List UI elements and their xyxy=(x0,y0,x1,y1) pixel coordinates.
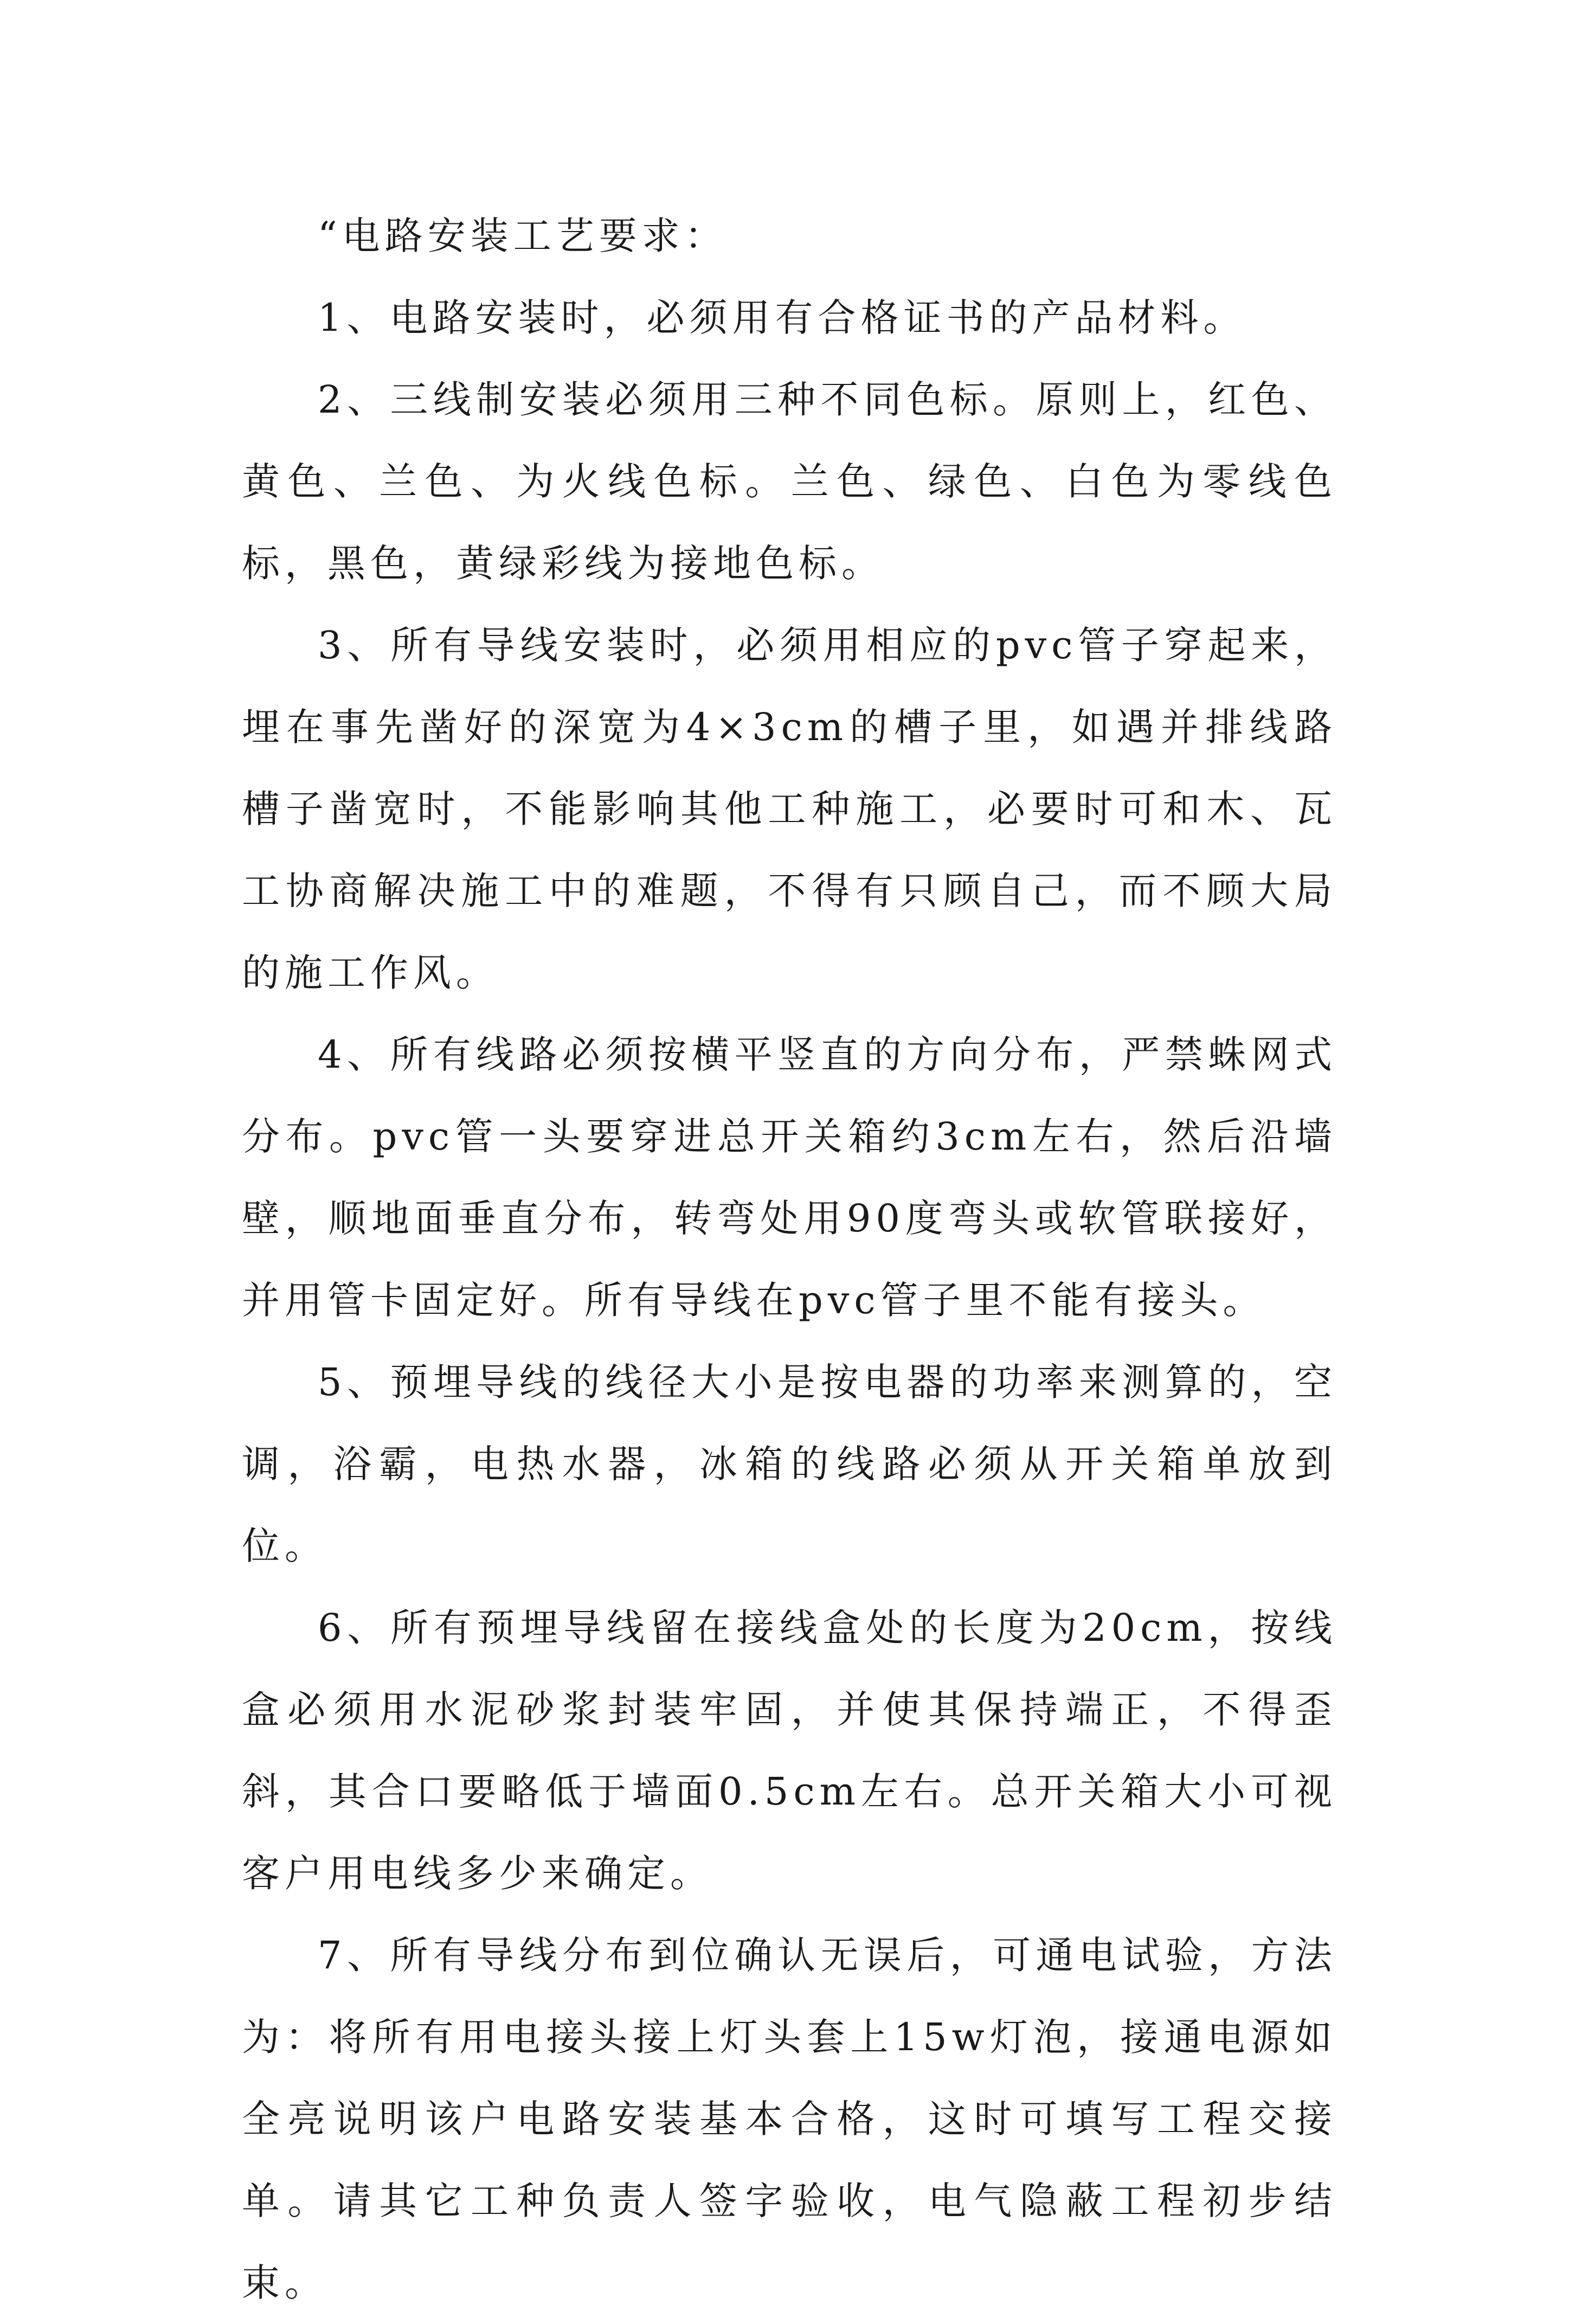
paragraph-item-6: 6、所有预埋导线留在接线盒处的长度为20cm，按线盒必须用水泥砂浆封装牢固，并使其保持端正，不得歪斜，其合口要略低于墙面0.5cm左右。总开关箱大小可视客户用电线多少来确定。 xyxy=(242,1606,1337,1896)
paragraph-item-7: 7、所有导线分布到位确认无误后，可通电试验，方法为：将所有用电接头接上灯头套上15w灯泡，接通电源如全亮说明该户电路安装基本合格，这时可填写工程交接单。请其它工种负责人签字验收，电气隐蔽工程初步结束。 xyxy=(242,1933,1337,2305)
paragraph-item-5: 5、预埋导线的线径大小是按电器的功率来测算的，空调，浴霸，电热水器，冰箱的线路必须从开关箱单放到位。 xyxy=(242,1360,1337,1568)
paragraph-item-3: 3、所有导线安装时，必须用相应的pvc管子穿起来，埋在事先凿好的深宽为4×3cm的槽子里，如遇并排线路槽子凿宽时，不能影响其他工种施工，必要时可和木、瓦工协商解决施工中的难题，不得有只顾自己，而不顾大局的施工作风。 xyxy=(242,623,1337,995)
paragraph-item-2: 2、三线制安装必须用三种不同色标。原则上，红色、黄色、兰色、为火线色标。兰色、绿色、白色为零线色标，黑色，黄绿彩线为接地色标。 xyxy=(242,377,1337,586)
paragraph-item-4: 4、所有线路必须按横平竖直的方向分布，严禁蛛网式分布。pvc管一头要穿进总开关箱约3cm左右，然后沿墙壁，顺地面垂直分布，转弯处用90度弯头或软管联接好，并用管卡固定好。所有导线在pvc管子里不能有接头。 xyxy=(242,1032,1337,1323)
document-body xyxy=(242,195,1337,2324)
paragraph-item-1: 1、电路安装时，必须用有合格证书的产品材料。 xyxy=(318,296,1246,340)
document-heading: “电路安装工艺要求： xyxy=(318,214,728,258)
